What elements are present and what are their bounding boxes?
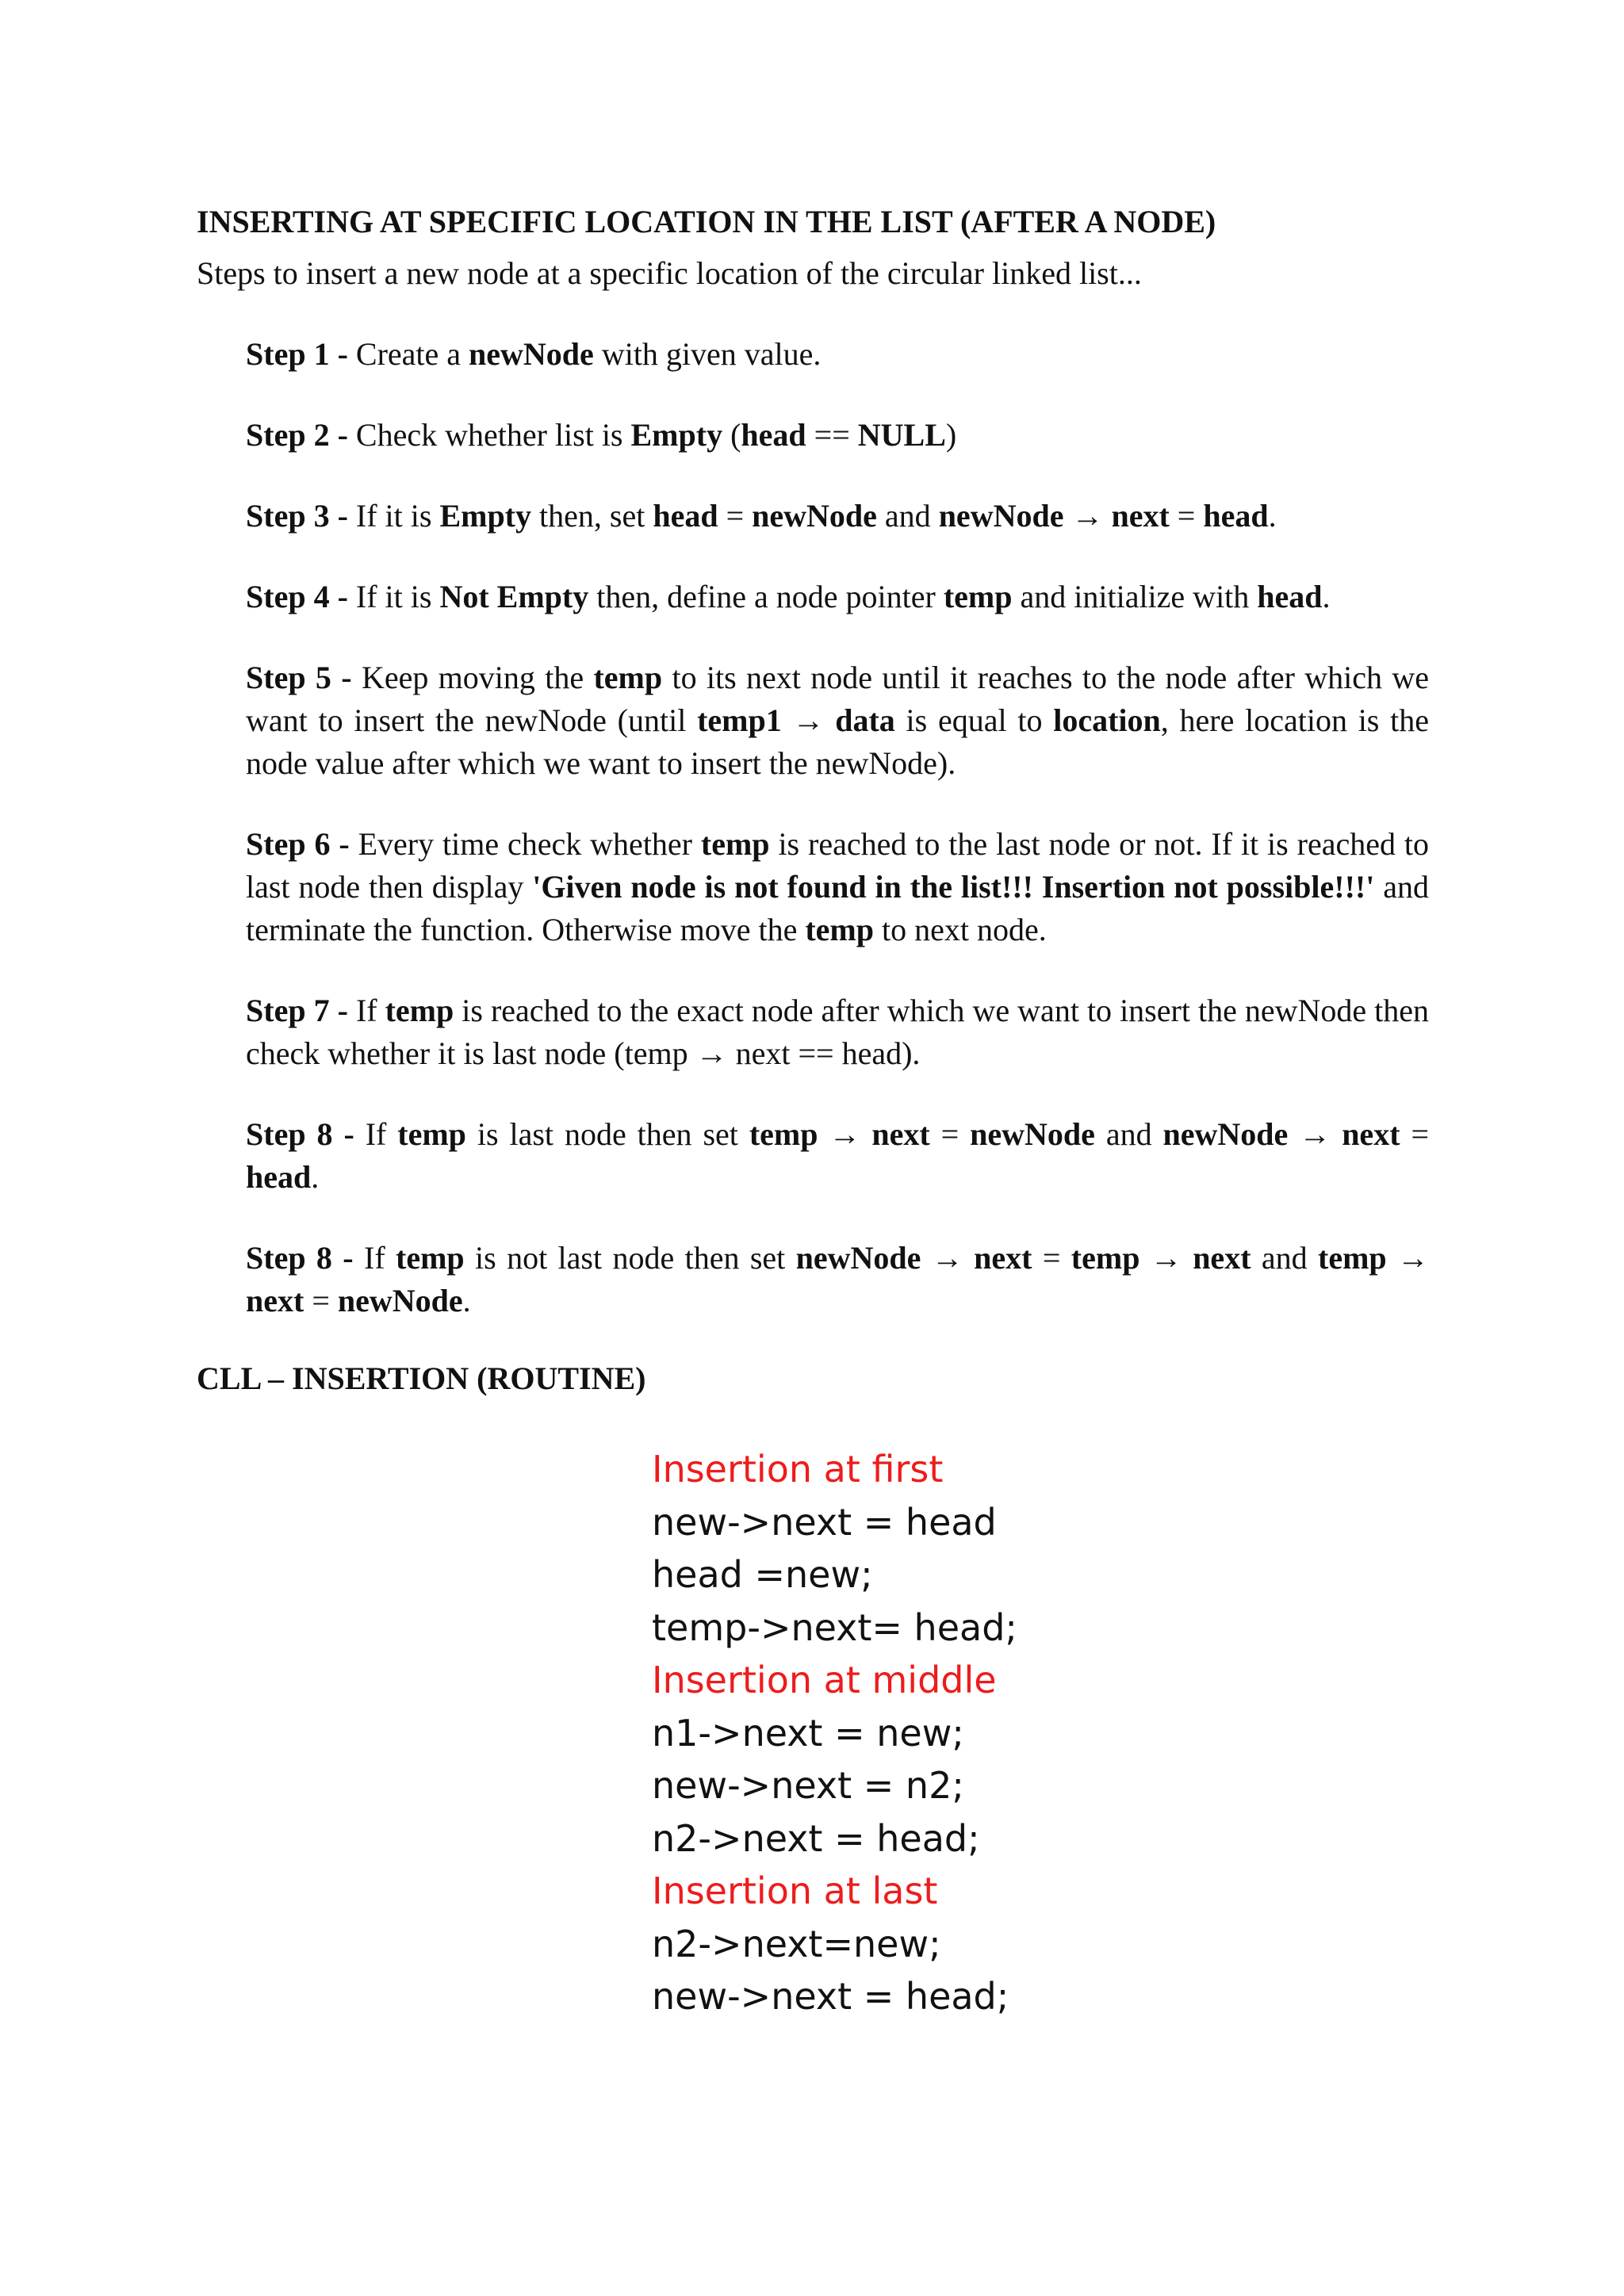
step-text: = — [1400, 1116, 1430, 1152]
step-text: = — [1032, 1240, 1071, 1276]
step-item — [246, 1113, 1429, 1199]
step-emphasis: 'Given node is not found in the list!!! Insertion not possible!!!' — [532, 869, 1375, 905]
step-emphasis: temp — [805, 912, 874, 947]
step-text: is not last node then set — [464, 1240, 796, 1276]
step-item — [246, 656, 1429, 785]
step-emphasis: Empty — [439, 498, 532, 534]
step-emphasis: temp — [749, 1116, 818, 1152]
step-text: == — [806, 417, 858, 453]
step-emphasis: location — [1053, 702, 1161, 738]
routine-code-image — [652, 1443, 1207, 2023]
step-label: Step 4 - — [246, 579, 348, 614]
step-emphasis: newNode — [938, 498, 1064, 534]
step-text: → — [1386, 1240, 1430, 1276]
step-emphasis: NULL — [857, 417, 946, 453]
step-emphasis: head — [653, 498, 718, 534]
step-text: If it is — [347, 498, 440, 534]
step-text: with given value. — [593, 336, 822, 372]
step-emphasis: temp — [593, 660, 663, 695]
step-emphasis: newNode — [970, 1116, 1095, 1152]
step-emphasis: newNode — [795, 1240, 921, 1276]
step-item — [246, 1237, 1429, 1322]
step-emphasis: temp — [1318, 1240, 1387, 1276]
step-text: If — [354, 1116, 398, 1152]
step-text: to its next node until it reaches to the node after which we want to insert the newNode (until — [246, 660, 1429, 738]
step-text: = — [929, 1116, 971, 1152]
step-text: → — [818, 1116, 872, 1152]
step-label: Step 1 - — [246, 336, 348, 372]
steps-list — [246, 333, 1429, 1360]
step-text: then, set — [531, 498, 653, 534]
step-text: and terminate the function. Otherwise move the — [246, 869, 1429, 947]
step-emphasis: temp — [943, 579, 1013, 614]
step-item — [246, 823, 1429, 951]
routine-section-label: Insertion at first — [652, 1448, 944, 1490]
step-emphasis: temp — [397, 1116, 466, 1152]
step-emphasis: Empty — [630, 417, 723, 453]
step-emphasis: data — [835, 702, 895, 738]
step-emphasis: next — [871, 1116, 930, 1152]
step-emphasis: next — [1193, 1240, 1251, 1276]
step-text: and — [1251, 1240, 1319, 1276]
step-item — [246, 333, 1429, 376]
step-emphasis: head — [1203, 498, 1269, 534]
routine-code-line: n2->next = head; — [652, 1816, 980, 1860]
step-text: . — [311, 1159, 320, 1195]
step-emphasis: newNode — [337, 1283, 463, 1318]
routine-code-line: n2->next=new; — [652, 1922, 941, 1965]
step-emphasis: temp1 — [697, 702, 782, 738]
step-text: to next node. — [873, 912, 1047, 947]
step-emphasis: Not Empty — [439, 579, 589, 614]
step-emphasis: temp — [396, 1240, 465, 1276]
step-text: → — [921, 1240, 975, 1276]
step-text: is last node then set — [465, 1116, 749, 1152]
step-emphasis: head — [246, 1159, 312, 1195]
step-text: If — [347, 993, 385, 1028]
step-label: Step 5 - — [246, 660, 352, 695]
section-heading: INSERTING AT SPECIFIC LOCATION IN THE LIST (AFTER A NODE) — [197, 204, 1216, 239]
step-text: Check whether list is — [347, 417, 631, 453]
step-label: Step 6 - — [246, 826, 350, 862]
step-text: → — [1063, 498, 1112, 534]
step-item — [246, 989, 1429, 1075]
step-emphasis: next — [974, 1240, 1032, 1276]
routine-code-line: new->next = n2; — [652, 1764, 964, 1807]
routine-code-line: n1->next = new; — [652, 1711, 964, 1755]
step-text: → — [1288, 1116, 1342, 1152]
step-emphasis: head — [741, 417, 806, 453]
step-text: ) — [945, 417, 957, 453]
step-emphasis: newNode — [752, 498, 877, 534]
step-emphasis: next — [246, 1283, 304, 1318]
step-text: Every time check whether — [349, 826, 701, 862]
step-emphasis: next — [1342, 1116, 1400, 1152]
step-text: , here location is the node value after which we want to insert the newNode). — [246, 702, 1429, 781]
step-emphasis: head — [1257, 579, 1323, 614]
step-text: Create a — [347, 336, 469, 372]
step-text: = — [718, 498, 753, 534]
step-text: → — [1139, 1240, 1193, 1276]
routine-section-label: Insertion at middle — [652, 1659, 997, 1701]
step-text: and — [876, 498, 939, 534]
step-emphasis: temp — [1071, 1240, 1140, 1276]
routine-section-label: Insertion at last — [652, 1869, 938, 1912]
step-text: . — [1322, 579, 1331, 614]
step-text: and initialize with — [1012, 579, 1258, 614]
step-emphasis: temp — [385, 993, 454, 1028]
step-item — [246, 414, 1429, 457]
routine-code-line: new->next = head; — [652, 1975, 1009, 2018]
step-text: → — [781, 702, 836, 738]
routine-code-line: head =new; — [652, 1553, 873, 1596]
intro-text: Steps to insert a new node at a specific location of the circular linked list... — [197, 255, 1142, 291]
step-text: = — [1169, 498, 1204, 534]
step-text: If it is — [347, 579, 440, 614]
step-text: = — [304, 1283, 338, 1318]
step-label: Step 2 - — [246, 417, 348, 453]
step-emphasis: newNode — [1162, 1116, 1289, 1152]
step-label: Step 3 - — [246, 498, 348, 534]
step-text: and — [1094, 1116, 1163, 1152]
routine-code-line: new->next = head — [652, 1500, 997, 1544]
step-text: is reached to the exact node after which we want to insert the newNode then check whether it is last node (temp → next == head). — [246, 993, 1429, 1071]
step-text: ( — [722, 417, 741, 453]
routine-code-line: temp->next= head; — [652, 1605, 1017, 1649]
step-label: Step 7 - — [246, 993, 348, 1028]
step-emphasis: next — [1111, 498, 1170, 534]
step-item — [246, 495, 1429, 538]
step-text: is reached to the last node or not. If it is reached to last node then display — [246, 826, 1429, 905]
step-text: . — [462, 1283, 471, 1318]
step-label: Step 8 - — [246, 1240, 354, 1276]
step-text: If — [353, 1240, 396, 1276]
step-text: . — [1268, 498, 1277, 534]
step-text: Keep moving the — [351, 660, 594, 695]
step-item — [246, 576, 1429, 618]
step-label: Step 8 - — [246, 1116, 354, 1152]
step-text: then, define a node pointer — [588, 579, 944, 614]
step-text: is equal to — [894, 702, 1054, 738]
step-emphasis: temp — [700, 826, 770, 862]
step-emphasis: newNode — [469, 336, 594, 372]
routine-heading: CLL – INSERTION (ROUTINE) — [197, 1360, 646, 1396]
